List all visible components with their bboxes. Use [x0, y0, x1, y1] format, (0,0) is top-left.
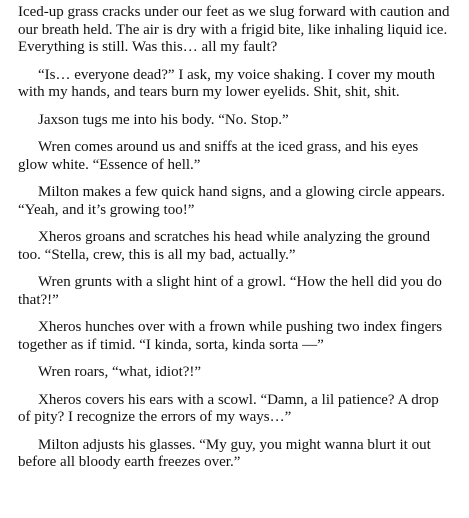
- paragraph-9: Wren roars, “what, idiot?!”: [38, 364, 202, 380]
- paragraph-6: Xheros groans and scratches his head while analyzing the ground too. “Stella, crew, this is all my bad, actually.”: [18, 229, 430, 263]
- paragraph-4: Wren comes around us and sniffs at the iced grass, and his eyes glow white. “Essence of hell.”: [18, 139, 419, 173]
- paragraph-3: Jaxson tugs me into his body. “No. Stop.”: [38, 111, 289, 128]
- paragraph-10: Xheros covers his ears with a scowl. “Damn, a lil patience? A drop of pity? I recognize the errors of my ways…”: [18, 391, 439, 425]
- paragraph-11: Milton adjusts his glasses. “My guy, you might wanna blurt it out before all bloody earth freezes over.”: [18, 436, 431, 470]
- paragraph-5: Milton makes a few quick hand signs, and a glowing circle appears. “Yeah, and it’s growing too!”: [18, 184, 445, 218]
- paragraph-2: “Is… everyone dead?” I ask, my voice shaking. I cover my mouth with my hands, and tears burn my lower eyelids. Shit, shit, shit.: [18, 66, 435, 100]
- paragraph-1: Iced-up grass cracks under our feet as we slug forward with caution and our breath held. The air is dry with a frigid bite, like inhaling liquid ice. Everything is still. Was this… all my fault?: [18, 4, 450, 55]
- paragraph-8: Xheros hunches over with a frown while pushing two index fingers together as if timid. “I kinda, sorta, kinda sorta —”: [18, 319, 443, 353]
- paragraph-7: Wren grunts with a slight hint of a growl. “How the hell did you do that?!”: [18, 274, 442, 308]
